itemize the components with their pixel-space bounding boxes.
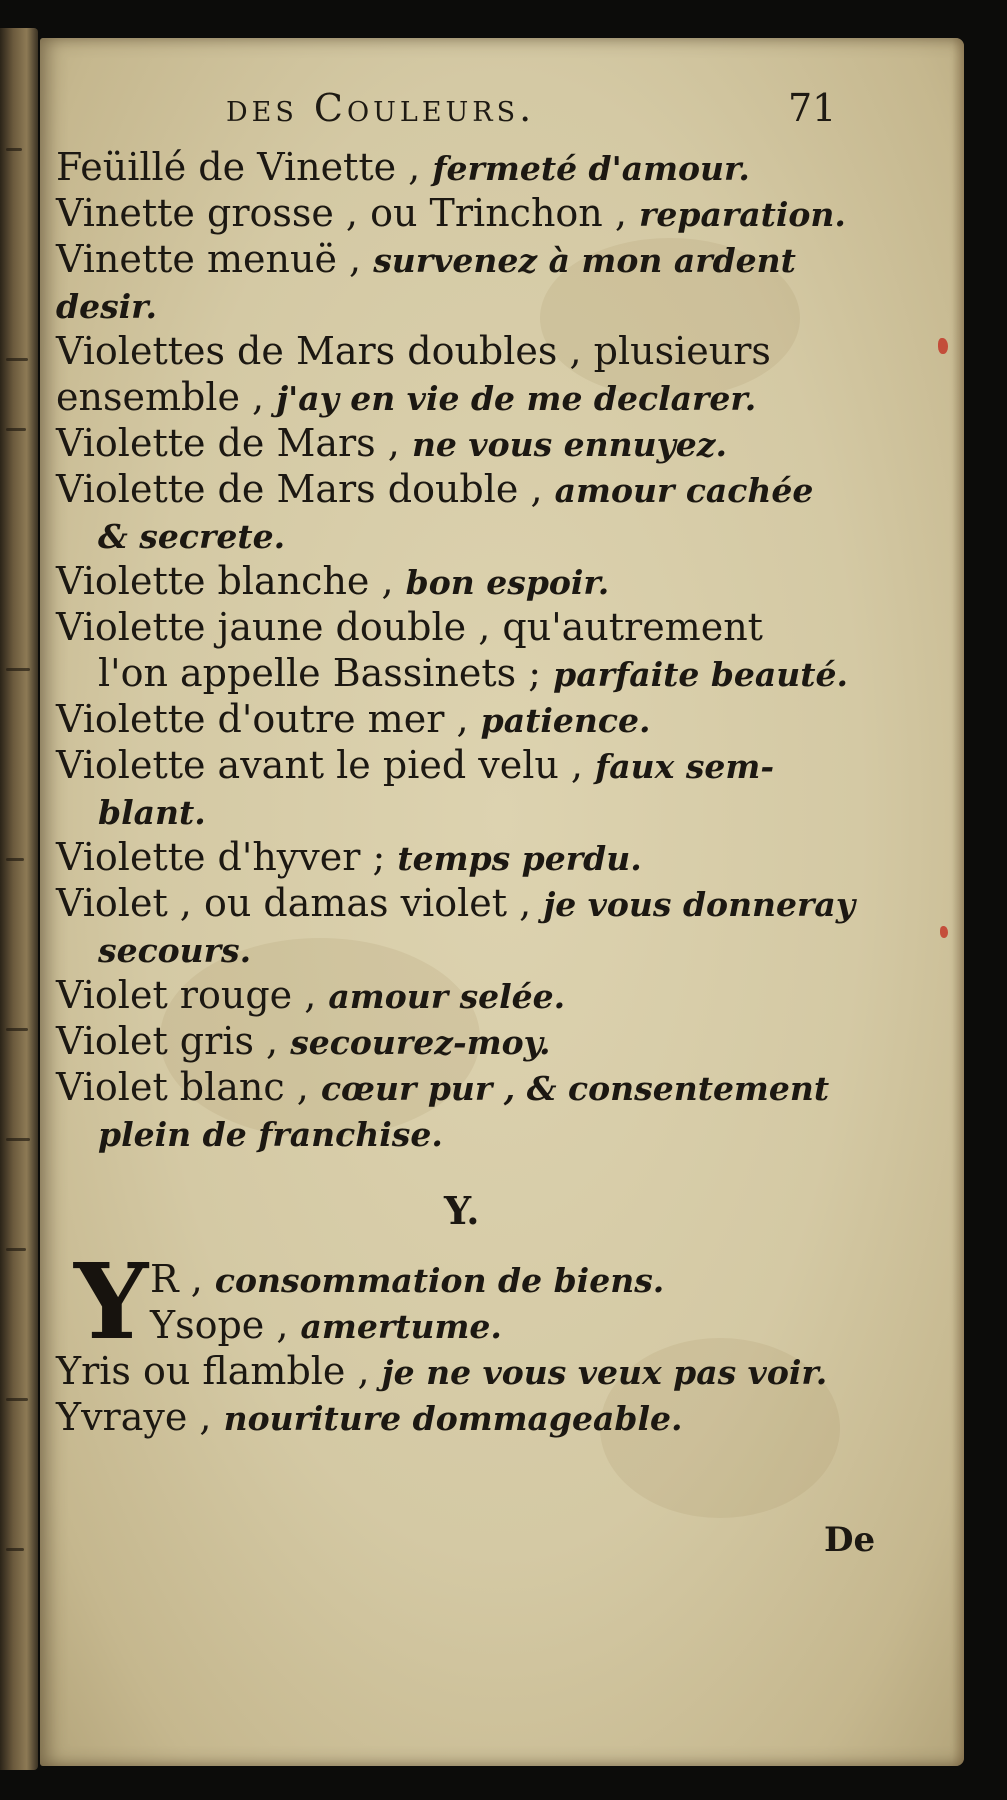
entry-line: Violette d'hyver ; temps perdu. bbox=[56, 835, 642, 879]
entry-line: Yvraye , nouriture dommageable. bbox=[56, 1395, 683, 1439]
entry-line: R , consommation de biens. bbox=[150, 1257, 665, 1301]
entry-line: Violette avant le pied velu , faux sem- bbox=[56, 743, 775, 787]
entry-line: Violet gris , secourez-moy. bbox=[56, 1019, 551, 1063]
entry-continuation: plein de franchise. bbox=[98, 1115, 443, 1154]
page-edge-shadow bbox=[952, 38, 964, 1766]
entry-line: Violette d'outre mer , patience. bbox=[56, 697, 651, 741]
page-number: 71 bbox=[788, 86, 837, 130]
entry-line: Violette jaune double , qu'autrement bbox=[56, 605, 763, 649]
red-ink-mark bbox=[938, 338, 948, 354]
entry-line: Vinette grosse , ou Trinchon , reparation. bbox=[56, 191, 846, 235]
entry-continuation: secours. bbox=[98, 931, 252, 970]
entry-line: Violette de Mars , ne vous ennuyez. bbox=[56, 421, 728, 465]
entry-line: Ysope , amertume. bbox=[150, 1303, 502, 1347]
entry-line: Violet blanc , cœur pur , & consentement bbox=[56, 1065, 830, 1109]
facing-page-edge bbox=[0, 28, 38, 1770]
drop-cap-letter: Y bbox=[74, 1240, 149, 1363]
entry-continuation: desir. bbox=[56, 287, 158, 326]
book-page bbox=[40, 38, 964, 1766]
entry-line: Feüillé de Vinette , fermeté d'amour. bbox=[56, 145, 750, 189]
entry-line: Violettes de Mars doubles , plusieurs bbox=[56, 329, 771, 373]
red-ink-mark bbox=[940, 926, 948, 938]
entry-line: Violet rouge , amour selée. bbox=[56, 973, 566, 1017]
entry-continuation: l'on appelle Bassinets ; parfaite beauté. bbox=[98, 651, 849, 695]
entry-line: Violette de Mars double , amour cachée bbox=[56, 467, 814, 511]
entry-line: Violette blanche , bon espoir. bbox=[56, 559, 610, 603]
entry-line: Yris ou flamble , je ne vous veux pas voir. bbox=[56, 1349, 828, 1393]
catchword: De bbox=[824, 1520, 876, 1560]
entry-line: Vinette menuë , survenez à mon ardent bbox=[56, 237, 796, 281]
entry-line: Violet , ou damas violet , je vous donneray bbox=[56, 881, 855, 925]
section-heading: Y. bbox=[444, 1188, 480, 1233]
entry-continuation: ensemble , j'ay en vie de me declarer. bbox=[56, 375, 757, 419]
entry-continuation: blant. bbox=[98, 793, 206, 832]
running-title: des Couleurs. bbox=[226, 86, 536, 130]
entry-continuation: & secrete. bbox=[98, 517, 286, 556]
